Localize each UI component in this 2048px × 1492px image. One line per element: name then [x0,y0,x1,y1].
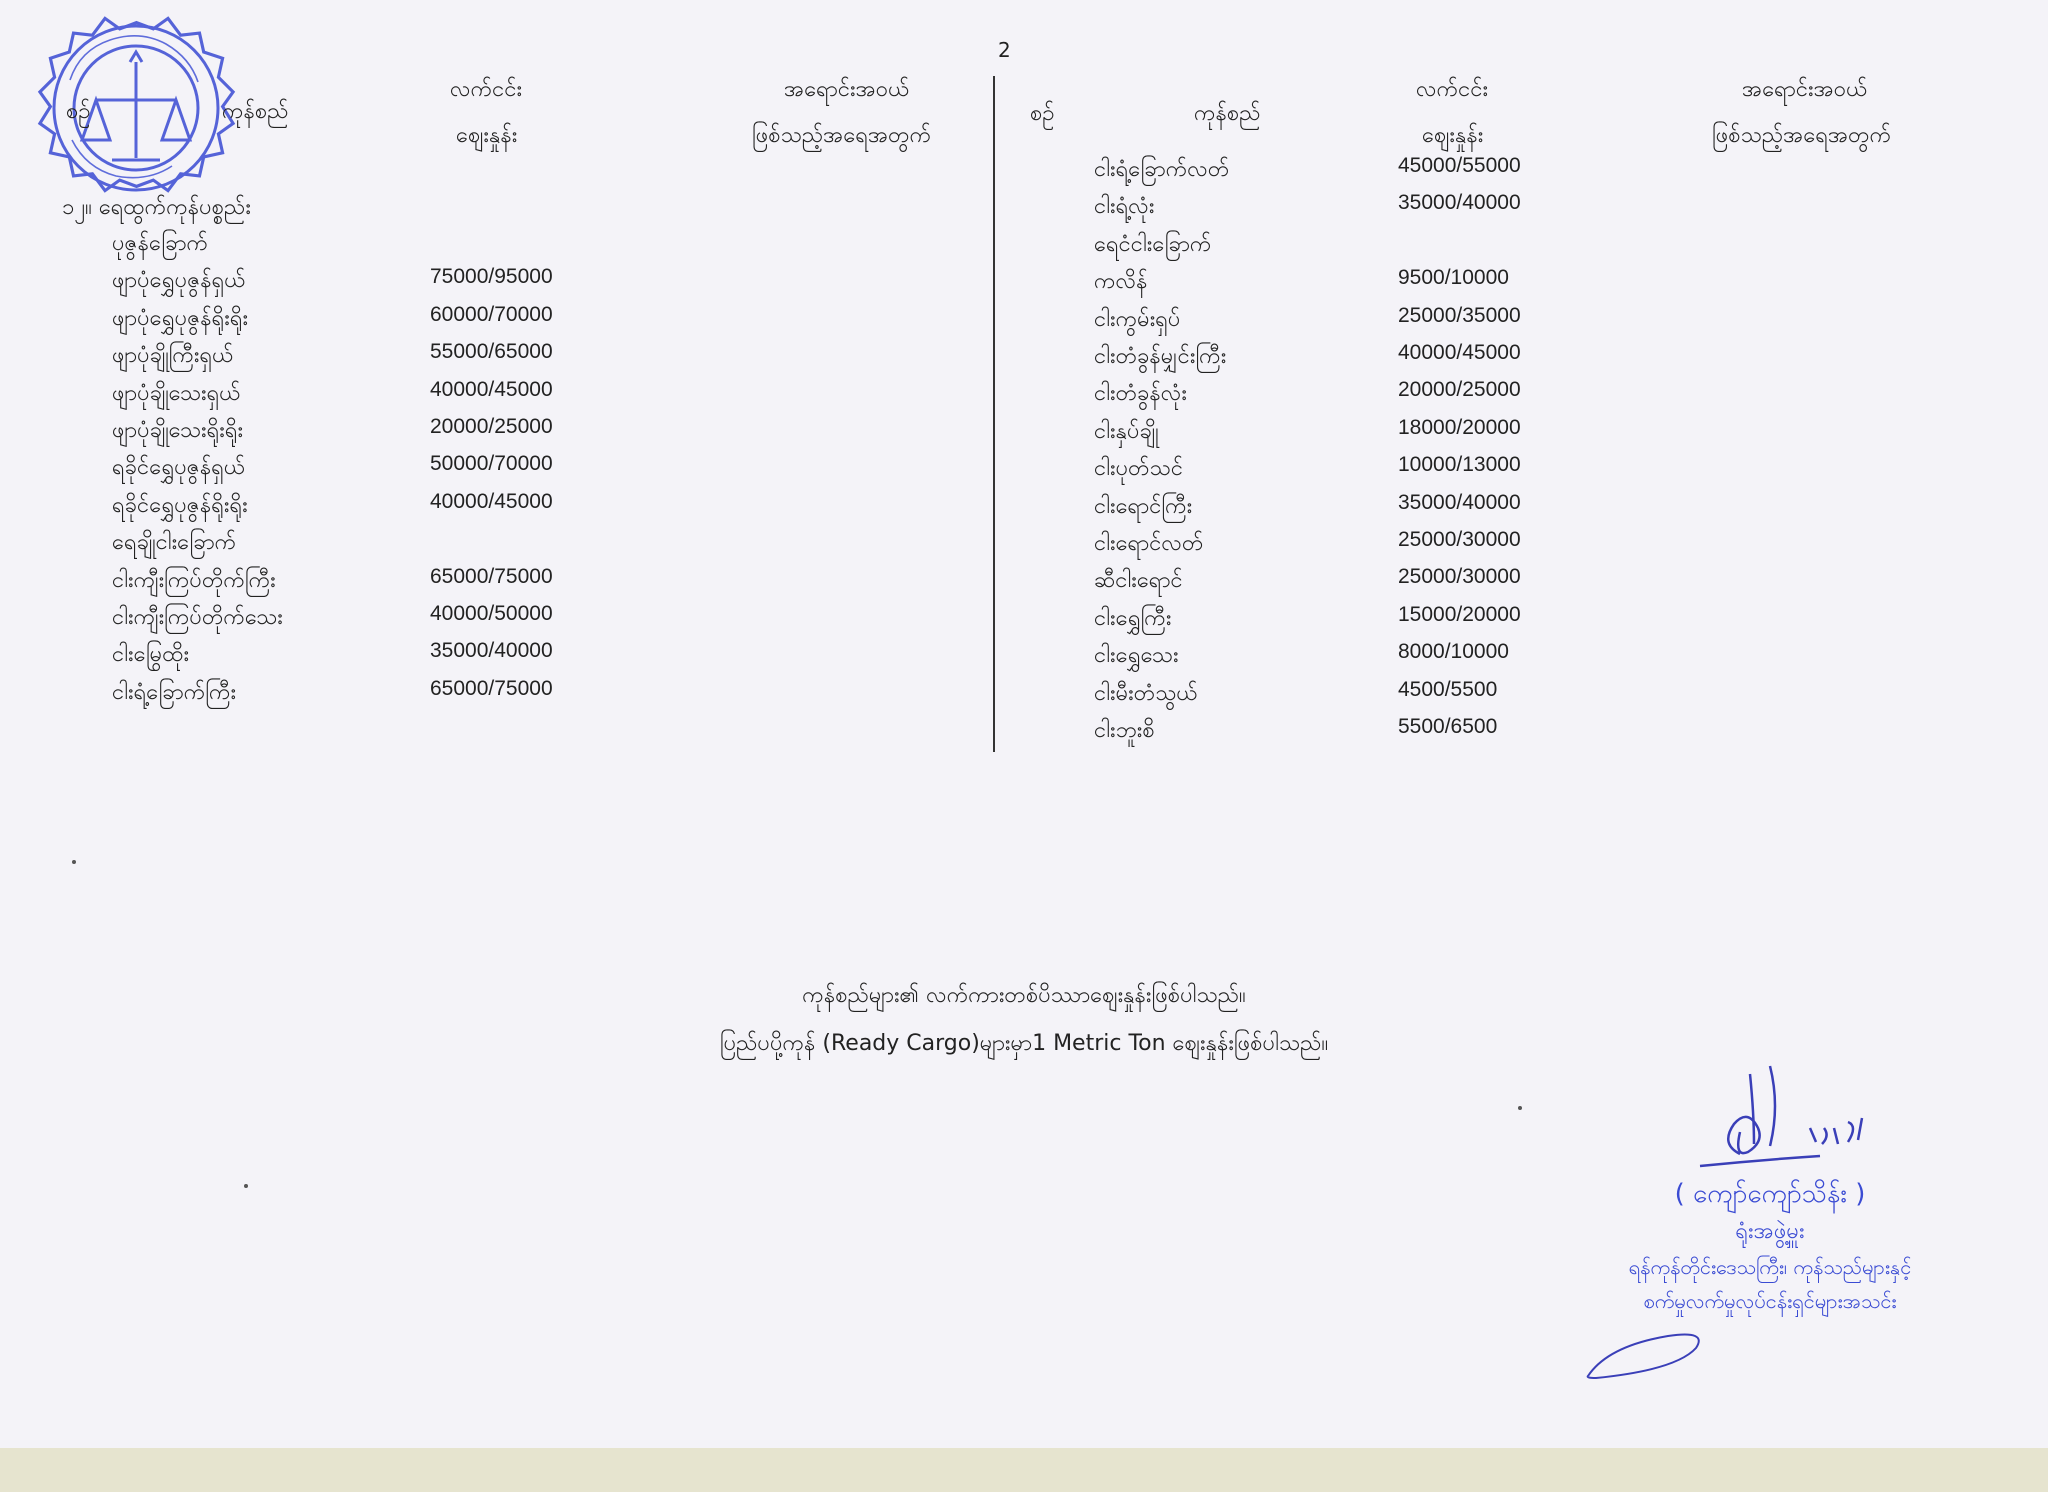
left-header-item: ကုန်စည် [222,99,289,124]
item-name: ငါးကျီးကြပ်တိုက်သေး [112,605,283,630]
item-name: ငါးရောင်လတ် [1094,531,1204,556]
item-price: 75000/95000 [430,265,553,289]
item-name: ပုဇွန်ခြောက် [112,231,209,256]
right-header-seq: စဉ် [1030,101,1055,126]
item-price: 40000/45000 [430,489,553,513]
left-header-seq: စဉ် [66,99,91,124]
item-price: 40000/50000 [430,602,553,625]
item-price: 35000/40000 [1398,191,1521,215]
stamp-flourish [1580,1320,1720,1390]
item-price: 35000/40000 [1398,490,1521,514]
item-name: ငါးကျီးကြပ်တိုက်ကြီး [112,567,276,593]
item-price: 10000/13000 [1398,453,1521,477]
item-name: ရေငံငါးခြောက် [1094,231,1212,257]
item-price: 50000/70000 [430,452,553,476]
section-title: ၁၂။ ရေထွက်ကုန်ပစ္စည်း [62,195,251,220]
item-name: ဖျာပုံချိုကြီးရှယ် [112,343,234,369]
item-price: 65000/75000 [430,676,553,700]
item-price: 8000/10000 [1398,640,1509,664]
item-price: 18000/20000 [1398,415,1521,439]
item-name: ငါးရံ့လုံး [1094,194,1155,220]
item-name: ငါးရွှေကြီး [1094,605,1172,631]
scan-edge [0,1448,2048,1492]
left-header-remark-line1: အရောင်းအဝယ် [784,77,910,102]
item-price: 20000/25000 [430,415,553,438]
signatory-org-line1: ရန်ကုန်တိုင်းဒေသကြီး၊ ကုန်သည်များနှင့် [1628,1255,1912,1279]
item-price: 40000/45000 [430,377,553,401]
item-name: ဖျာပုံရွှေပုဇွန်ရိုးရိုး [112,305,249,331]
item-price: 25000/30000 [1398,528,1521,551]
item-name: ဆီငါးရောင် [1094,568,1183,594]
paper-speck [72,860,76,864]
item-price: 20000/25000 [1398,378,1521,402]
item-name: ရခိုင်ရွှေပုဇွန်ရိုးရိုး [112,492,248,518]
right-header-remark-line1: အရောင်းအဝယ် [1742,77,1868,102]
item-name: ငါးမြွေထိုး [112,642,190,668]
item-name: ငါးတံခွန်မျှင်းကြီး [1094,344,1227,369]
right-header-remark-line2: ဖြစ်သည့်အရေအတွက် [1712,123,1892,148]
item-price: 9500/10000 [1398,266,1509,290]
item-name: ငါးမီးတံသွယ် [1094,680,1198,706]
item-name: ငါးဘူးစိ [1094,718,1155,743]
item-name: ငါးရံ့ခြောက်လတ် [1094,157,1230,182]
paper-speck [244,1184,248,1188]
column-divider [993,76,995,752]
item-name: ငါးတံခွန်လုံး [1094,381,1187,407]
item-name: ကလိန် [1094,269,1148,295]
item-price: 35000/40000 [430,639,553,663]
footer-note-line2: ပြည်ပပို့ကုန် (Ready Cargo)များမှာ1 Metric Ton ဈေးနှုန်းဖြစ်ပါသည်။ [719,1031,1329,1056]
item-name: ဖျာပုံချိုသေးရိုးရိုး [112,418,244,443]
item-price: 25000/35000 [1398,303,1521,327]
footer-note-line1: ကုန်စည်များ၏ လက်ကားတစ်ပိဿာဈေးနှုန်းဖြစ်ပါသည်။ [802,983,1246,1008]
item-price: 65000/75000 [430,564,553,588]
left-header-remark-line2: ဖြစ်သည့်အရေအတွက် [752,123,932,148]
item-name: ငါးပုတ်သင် [1094,456,1184,482]
item-name: ရခိုင်ရွှေပုဇွန်ရှယ် [112,455,246,481]
paper-speck [1518,1106,1522,1110]
item-name: ရေချိုငါးခြောက် [112,530,237,556]
signatory-name: ( ကျော်ကျော်သိန်း ) [1674,1179,1866,1209]
item-name: ငါးရံ့ခြောက်ကြီး [112,679,237,705]
item-price: 40000/45000 [1398,341,1521,364]
item-price: 4500/5500 [1398,677,1498,701]
signatory-title: ရုံးအဖွဲ့မှူး [1735,1219,1805,1244]
right-header-item: ကုန်စည် [1194,101,1261,126]
item-name: ငါးနှပ်ချို [1094,418,1159,444]
signatory-org-line2: စက်မှုလက်မှုလုပ်ငန်းရှင်များအသင်း [1643,1289,1897,1313]
right-header-price-line2: ဈေးနှုန်း [1422,123,1484,148]
item-price: 60000/70000 [430,302,553,326]
item-name: ငါးကွမ်းရှပ် [1094,306,1181,332]
item-name: ငါးရောင်ကြီး [1094,493,1193,519]
item-price: 5500/6500 [1398,715,1498,738]
item-name: ဖျာပုံရွှေပုဇွန်ရှယ် [112,268,246,294]
item-price: 25000/30000 [1398,565,1521,589]
left-header-price-line2: ဈေးနှုန်း [456,123,518,148]
left-header-price-line1: လက်ငင်း [450,77,523,102]
right-header-price-line1: လက်ငင်း [1416,77,1489,102]
page-number: 2 [998,38,1011,62]
item-price: 55000/65000 [430,340,553,364]
item-price: 15000/20000 [1398,602,1521,626]
item-name: ငါးရွှေသေး [1094,643,1179,669]
item-price: 45000/55000 [1398,154,1521,177]
item-name: ဖျာပုံချိုသေးရှယ် [112,380,241,406]
